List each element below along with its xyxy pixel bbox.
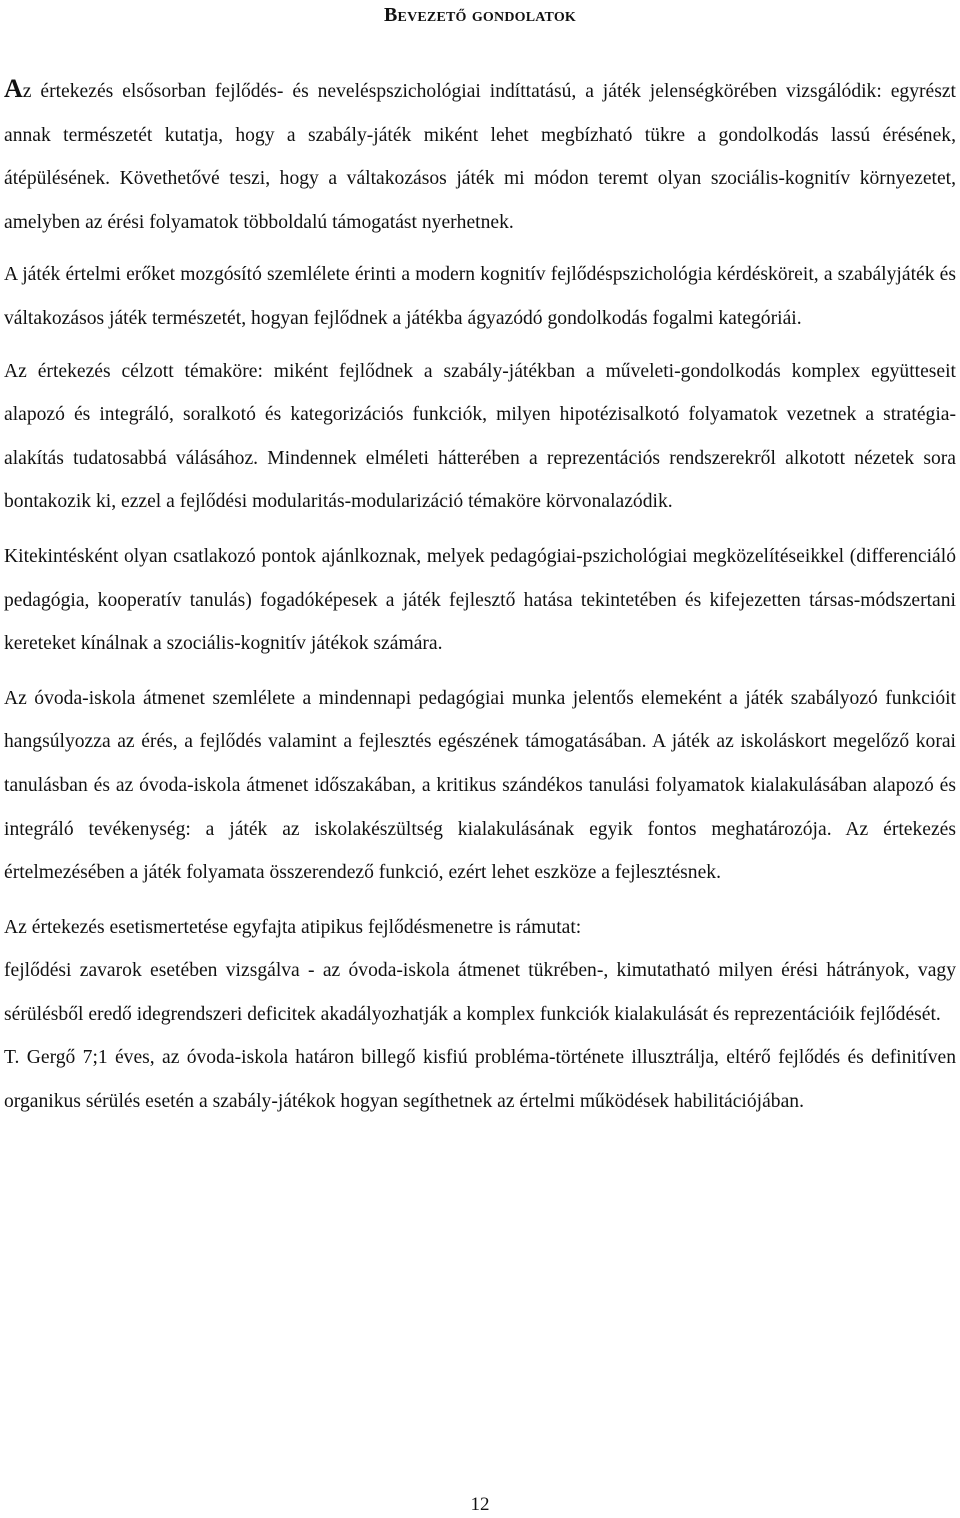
drop-cap: A — [4, 74, 23, 103]
paragraph-text: z értekezés elsősorban fejlődés- és neveléspszichológiai indíttatású, a játék jelenségkörében vizsgálódik: egyrészt annak természetét kutatja, hogy a szabály-játék miként lehet megbízható tükre a gondolkodás lassú érésének, átépülésének. Követhetővé teszi, hogy a váltakozásos játék mi módon teremt olyan szociális-kognitív környezetet, amelyben az érési folyamatok többoldalú támogatást nyerhetnek. — [4, 81, 956, 233]
paragraph: Az értekezés esetismertetése egyfajta atipikus fejlődésmenetre is rámutat: — [4, 916, 582, 938]
paragraph: fejlődési zavarok esetében vizsgálva - az óvoda-iskola átmenet tükrében-, kimutatható milyen érési hátrányok, vagy sérülésből eredő idegrendszeri deficitek akadályozhatják a komplex funkciók kialakulását és reprezentációik fejlődését. — [4, 960, 956, 1025]
page-number: 12 — [470, 1494, 490, 1515]
paragraph: Az óvoda-iskola átmenet szemlélete a mindennapi pedagógiai munka jelentős elemeként a játék szabályozó funkcióit hangsúlyozza az érés, a fejlődés valamint a fejlesztés egészének támogatásában. A játék az iskoláskort megelőző korai tanulásban és az óvoda-iskola átmenet időszakában, a kritikus szándékos tanulási folyamatok kialakulásában alapozó és integráló tevékenység: a játék az iskolakészültség kialakulásának egyik fontos meghatározója. Az értekezés értelmezésében a játék folyamata összerendező funkció, ezért lehet eszköze a fejlesztésnek. — [4, 687, 956, 884]
paragraph: Kitekintésként olyan csatlakozó pontok ajánlkoznak, melyek pedagógiai-pszichológiai megközelítéseikkel (differenciáló pedagógia, kooperatív tanulás) fogadóképesek a játék fejlesztő hatása tekintetében és kifejezetten társas-módszertani kereteket kínálnak a szociális-kognitív játékok számára. — [4, 545, 956, 655]
paragraph: Az értekezés célzott témaköre: miként fejlődnek a szabály-játékban a műveleti-gondolkodás komplex együtteseit alapozó és integráló, soralkotó és kategorizációs funkciók, milyen hipotézisalkotó folyamatok vezetnek a stratégia-alakítás tudatosabbá válásához. Mindennek elméleti hátterében a reprezentációs rendszerekről alkotott nézetek sora bontakozik ki, ezzel a fejlődési modularitás-modularizáció témaköre körvonalazódik. — [4, 360, 956, 513]
paragraph: T. Gergő 7;1 éves, az óvoda-iskola határon billegő kisfiú probléma-története illusztrálja, eltérő fejlődés és definitíven organikus sérülés esetén a szabály-játékok hogyan segíthetnek az értelmi működések habilitációjában. — [4, 1047, 956, 1113]
paragraph-intro — [4, 70, 956, 244]
document-body — [4, 70, 956, 1124]
page-title: Bevezető gondolatok — [384, 4, 576, 26]
paragraph: A játék értelmi erőket mozgósító szemlélete érinti a modern kognitív fejlődéspszichológia kérdésköreit, a szabályjáték és váltakozásos játék természetét, hogyan fejlődnek a játékba ágyazódó gondolkodás fogalmi kategóriái. — [4, 264, 956, 329]
